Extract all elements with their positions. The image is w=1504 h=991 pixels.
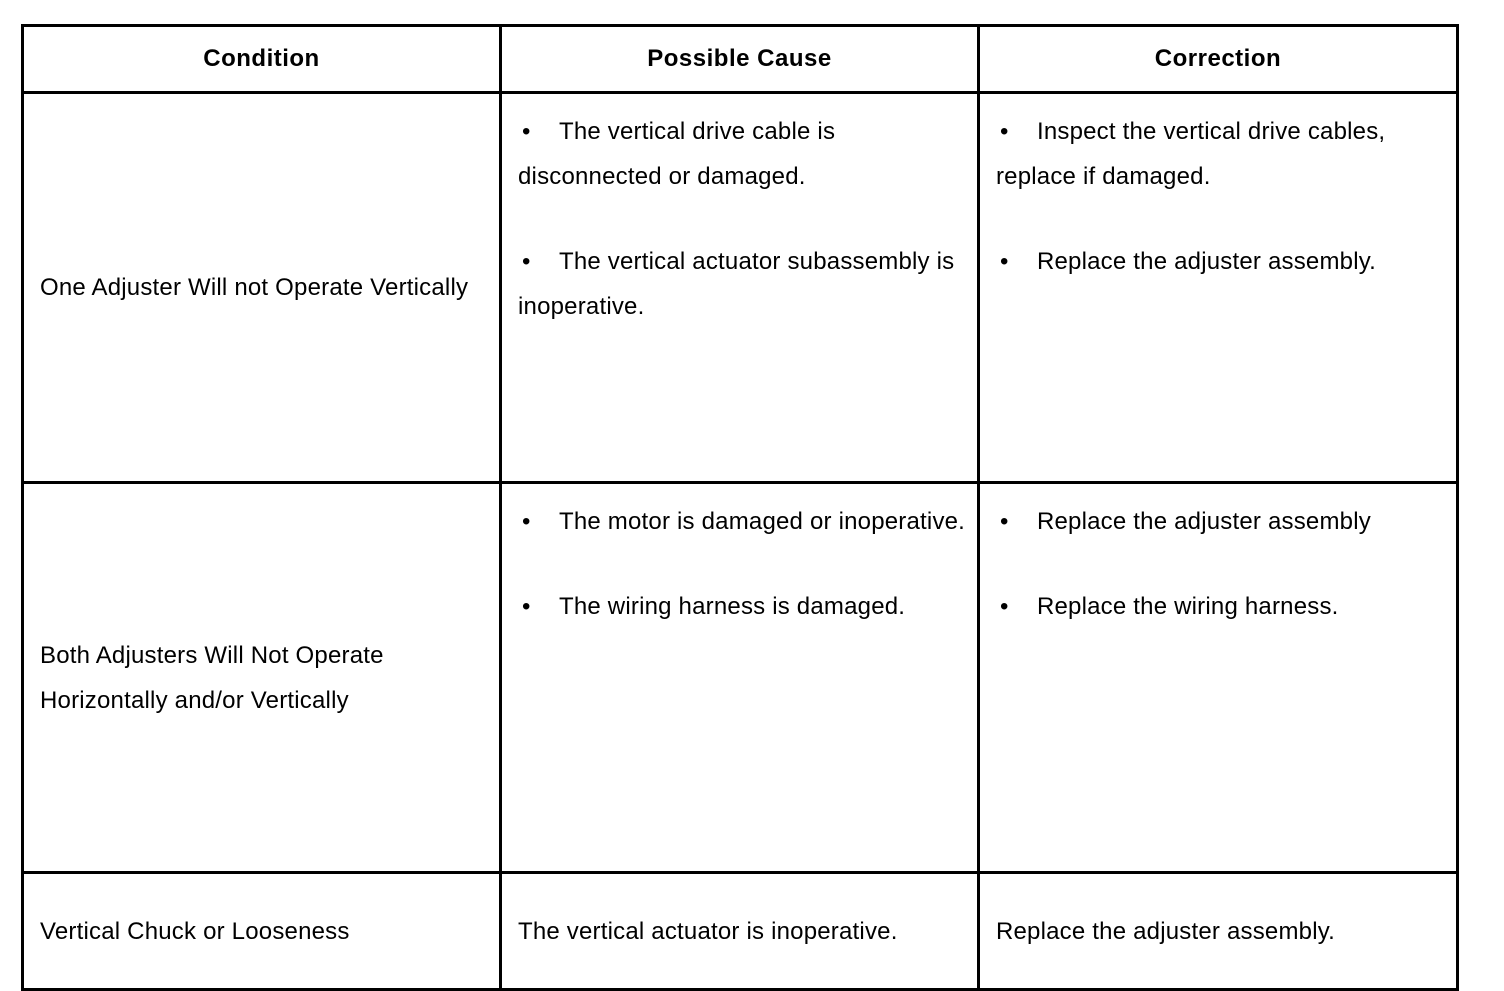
diagnosis-table [21, 24, 1459, 991]
bullet-icon: • [521, 118, 531, 145]
condition-text: Both Adjusters Will Not Operate Horizontally and/or Vertically [40, 641, 384, 714]
condition-cell [23, 93, 501, 483]
correction-item [996, 109, 1446, 199]
cause-item [518, 499, 967, 544]
cause-item [518, 239, 967, 329]
correction-item [996, 584, 1446, 629]
header-correction: Correction [978, 26, 1457, 93]
bullet-icon: • [521, 593, 531, 620]
condition-text: Vertical Chuck or Looseness [40, 917, 350, 945]
cause-text: The motor is damaged or inoperative. [558, 508, 966, 535]
table-row [23, 483, 1458, 873]
bullet-icon: • [521, 508, 531, 535]
header-row [23, 26, 1458, 93]
correction-text: Replace the adjuster assembly [1036, 508, 1371, 535]
bullet-icon: • [521, 248, 531, 275]
table-row [23, 93, 1458, 483]
bullet-icon: • [999, 593, 1009, 620]
header-condition: Condition [23, 26, 501, 93]
condition-text: One Adjuster Will not Operate Vertically [40, 274, 469, 301]
bullet-icon: • [999, 248, 1009, 275]
correction-cell [978, 93, 1457, 483]
cause-text: The vertical actuator is inoperative. [517, 917, 898, 945]
correction-item [996, 239, 1446, 284]
table-row [23, 873, 1458, 990]
correction-text: Replace the adjuster assembly. [1036, 248, 1377, 275]
cause-cell [500, 93, 978, 483]
bullet-icon: • [999, 118, 1009, 145]
correction-item [996, 499, 1446, 544]
header-possible-cause: Possible Cause [500, 26, 978, 93]
cause-text: The wiring harness is damaged. [558, 593, 906, 620]
condition-cell [23, 483, 501, 873]
cause-text: The vertical drive cable is disconnected or damaged. [517, 118, 836, 190]
bullet-icon: • [999, 508, 1009, 535]
cause-text: The vertical actuator subassembly is inoperative. [517, 248, 955, 320]
cause-item [518, 584, 967, 629]
correction-text: Inspect the vertical drive cables, replace if damaged. [995, 118, 1386, 190]
cause-item [518, 109, 967, 199]
correction-text: Replace the adjuster assembly. [995, 917, 1336, 945]
cause-cell [500, 483, 978, 873]
cause-cell [500, 873, 978, 990]
correction-text: Replace the wiring harness. [1036, 593, 1339, 620]
condition-cell [23, 873, 501, 990]
correction-cell [978, 483, 1457, 873]
correction-cell [978, 873, 1457, 990]
